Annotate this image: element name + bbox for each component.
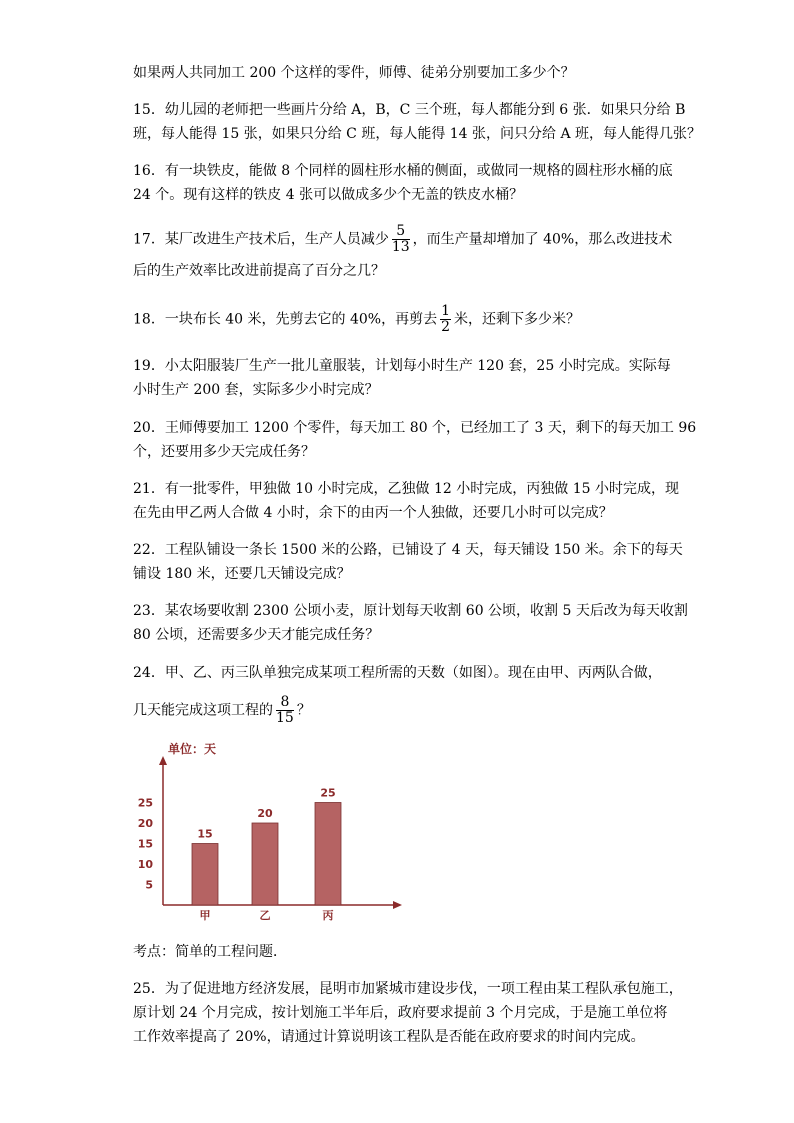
q25-line3: 工作效率提高了 20%，请通过计算说明该工程队是否能在政府要求的时间内完成。 xyxy=(133,1029,645,1045)
data-label: 15 xyxy=(197,827,213,841)
q18-fraction xyxy=(440,304,451,335)
q24-text-a: 几天能完成这项工程的 xyxy=(133,702,273,719)
q24-text-b: ？ xyxy=(296,702,311,719)
q21-line1: 21．有一批零件，甲独做 10 小时完成，乙独做 12 小时完成，丙独做 15 小时完成，现 xyxy=(133,481,679,497)
y-tick-label: 10 xyxy=(137,858,153,871)
q22-line1: 22．工程队铺设一条长 1500 米的公路，已铺设了 4 天，每天铺设 150 米。余下的每天 xyxy=(133,542,683,558)
q17-line1 xyxy=(133,224,763,255)
bar xyxy=(315,803,341,906)
category-label: 乙 xyxy=(259,909,271,922)
y-tick-label: 25 xyxy=(137,796,153,810)
data-label: 25 xyxy=(320,786,336,800)
q17-fraction xyxy=(392,224,410,255)
q17-frac-den: 13 xyxy=(391,239,410,255)
q23-line2: 80 公顷，还需要多少天才能完成任务？ xyxy=(133,627,380,643)
q16-line1: 16．有一块铁皮，能做 8 个同样的圆柱形水桶的侧面，或做同一规格的圆柱形水桶的底 xyxy=(133,163,673,179)
q18-frac-num: 1 xyxy=(441,303,451,319)
category-label: 甲 xyxy=(199,909,211,922)
q21-line2: 在先由甲乙两人合做 4 小时，余下的由丙一个人独做，还要几小时可以完成？ xyxy=(133,505,613,521)
q18-text-a: 18．一块布长 40 米，先剪去它的 40%，再剪去 xyxy=(133,311,438,328)
q14-tail: 如果两人共同加工 200 个这样的零件，师傅、徒弟分别要加工多少个？ xyxy=(133,65,575,81)
q24-frac-num: 8 xyxy=(276,695,294,711)
bar-chart xyxy=(133,740,413,925)
q15-line2: 班，每人能得 15 张，如果只分给 C 班，每人能得 14 张，问只分给 A 班，每人能得几张？ xyxy=(133,126,702,142)
chart-title: 单位：天 xyxy=(168,742,217,756)
data-label: 20 xyxy=(257,807,273,820)
q20-line1: 20．王师傅要加工 1200 个零件，每天加工 80 个，已经加工了 3 天，剩下的每天加工 96 xyxy=(133,420,697,436)
q22-line2: 铺设 180 米，还要几天铺设完成？ xyxy=(133,566,351,582)
x-axis-arrow xyxy=(393,901,402,909)
y-tick-label: 15 xyxy=(137,837,153,851)
bar xyxy=(252,823,278,905)
q24-line2 xyxy=(133,695,763,726)
q18-line xyxy=(133,304,763,335)
q24-fraction xyxy=(276,695,294,726)
bar xyxy=(192,844,218,906)
q23-line1: 23．某农场要收割 2300 公顷小麦，原计划每天收割 60 公顷，收割 5 天后改为每天收割 xyxy=(133,603,688,619)
kaodian: 考点：简单的工程问题． xyxy=(133,944,287,960)
q19-line2: 小时生产 200 套，实际多少小时完成？ xyxy=(133,382,379,398)
y-tick-label: 20 xyxy=(137,817,153,830)
q20-line2: 个，还要用多少天完成任务？ xyxy=(133,444,315,460)
q17-line2: 后的生产效率比改进前提高了百分之几？ xyxy=(133,263,385,279)
chart-marks xyxy=(138,787,341,923)
q16-line2: 24 个。现有这样的铁皮 4 张可以做成多少个无盖的铁皮水桶？ xyxy=(133,187,524,203)
y-tick-label: 5 xyxy=(145,878,153,892)
q17-text-a: 17．某厂改进生产技术后，生产人员减少 xyxy=(133,231,389,248)
q24-frac-den: 15 xyxy=(276,710,294,726)
q18-frac-den: 2 xyxy=(441,319,451,335)
q24-line1: 24．甲、乙、丙三队单独完成某项工程所需的天数（如图）。现在由甲、丙两队合做， xyxy=(133,665,662,681)
q18-text-b: 米，还剩下多少米？ xyxy=(454,311,581,328)
q25-line1: 25．为了促进地方经济发展，昆明市加紧城市建设步伐，一项工程由某工程队承包施工， xyxy=(133,981,683,997)
category-label: 丙 xyxy=(322,909,334,922)
q19-line1: 19．小太阳服装厂生产一批儿童服装，计划每小时生产 120 套，25 小时完成。实际每 xyxy=(133,358,671,374)
q25-line2: 原计划 24 个月完成，按计划施工半年后，政府要求提前 3 个月完成，于是施工单位将 xyxy=(133,1005,668,1021)
q15-line1: 15．幼儿园的老师把一些画片分给 A，B，C 三个班，每人都能分到 6 张．如果只分给 B xyxy=(133,102,686,118)
y-axis-arrow xyxy=(159,756,167,765)
q17-frac-num: 5 xyxy=(392,224,410,240)
q17-text-b: ，而生产量却增加了 40%，那么改进技术 xyxy=(412,231,673,248)
